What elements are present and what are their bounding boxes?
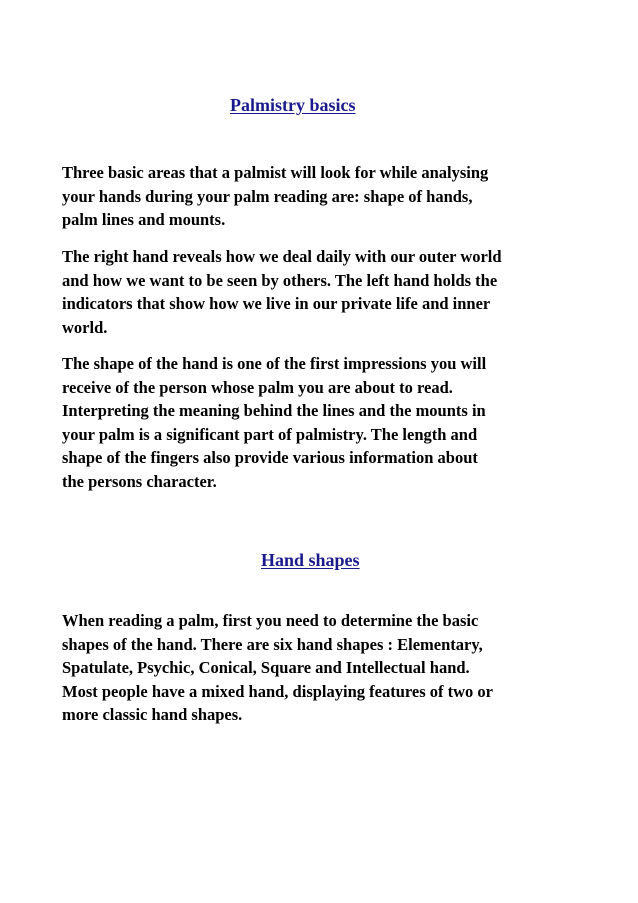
section-heading-palmistry-basics: Palmistry basics (230, 95, 356, 115)
paragraph-line: Three basic areas that a palmist will look for while analysing (62, 163, 489, 182)
paragraph-line: When reading a palm, first you need to determine the basic (62, 611, 479, 630)
paragraph-line: The right hand reveals how we deal daily with our outer world (62, 247, 502, 266)
paragraph-line: more classic hand shapes. (62, 705, 243, 725)
paragraph-shape-of-hand (62, 352, 582, 494)
paragraph-line: Most people have a mixed hand, displaying features of two or (62, 681, 493, 701)
paragraph-line: the persons character. (62, 471, 217, 491)
paragraph-line: your palm is a significant part of palmistry. The length and (62, 424, 478, 444)
paragraph-line: receive of the person whose palm you are about to read. (62, 377, 453, 397)
paragraph-line: palm lines and mounts. (62, 210, 226, 230)
paragraph-line: shape of the fingers also provide various information about (62, 448, 478, 468)
paragraph-line: your hands during your palm reading are: shape of hands, (62, 186, 473, 206)
paragraph-line: Interpreting the meaning behind the lines and the mounts in (62, 401, 486, 421)
paragraph-reading-a-palm (62, 609, 582, 727)
paragraph-line: indicators that show how we live in our private life and inner (62, 294, 491, 314)
paragraph-line: and how we want to be seen by others. The left hand holds the (62, 270, 498, 290)
paragraph-basic-areas (62, 161, 582, 232)
paragraph-line: Spatulate, Psychic, Conical, Square and Intellectual hand. (62, 658, 470, 678)
paragraph-line: shapes of the hand. There are six hand shapes : Elementary, (62, 634, 483, 654)
paragraph-line: world. (62, 317, 108, 337)
section-heading-hand-shapes: Hand shapes (261, 550, 360, 570)
paragraph-line: The shape of the hand is one of the first impressions you will (62, 354, 487, 373)
paragraph-right-left-hand (62, 245, 582, 339)
